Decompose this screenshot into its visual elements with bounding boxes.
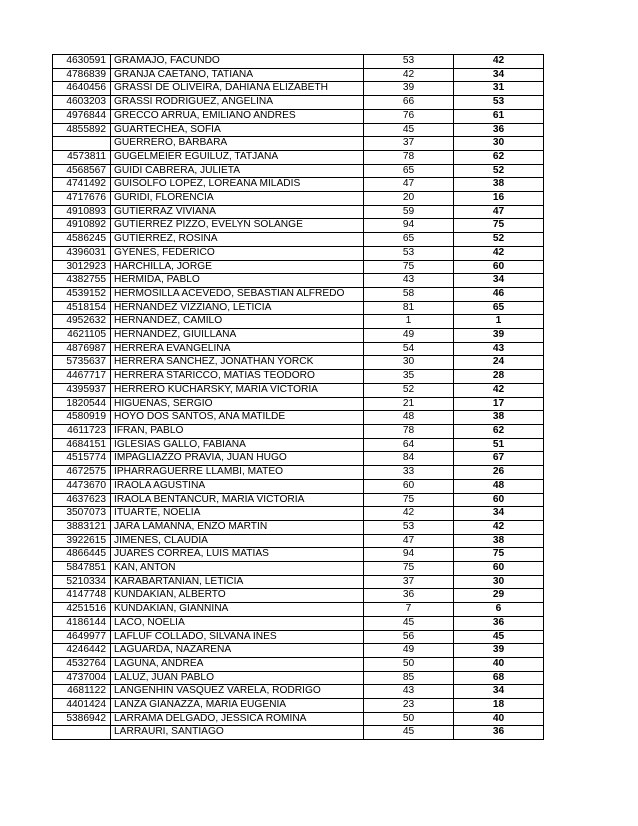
score-cell: 66 bbox=[364, 96, 454, 110]
name-cell: GUIDI CABRERA, JULIETA bbox=[111, 164, 364, 178]
table-row bbox=[53, 562, 544, 576]
table-row bbox=[53, 205, 544, 219]
score-cell: 76 bbox=[364, 109, 454, 123]
id-cell: 5386942 bbox=[53, 712, 111, 726]
score-cell: 54 bbox=[364, 342, 454, 356]
final-score-cell: 30 bbox=[454, 575, 544, 589]
score-cell: 36 bbox=[364, 589, 454, 603]
id-cell: 4473670 bbox=[53, 479, 111, 493]
score-cell: 65 bbox=[364, 233, 454, 247]
name-cell: KUNDAKIAN, ALBERTO bbox=[111, 589, 364, 603]
score-cell: 59 bbox=[364, 205, 454, 219]
score-cell: 78 bbox=[364, 150, 454, 164]
final-score-cell: 42 bbox=[454, 55, 544, 69]
score-cell: 21 bbox=[364, 397, 454, 411]
name-cell: GUARTECHEA, SOFÍA bbox=[111, 123, 364, 137]
score-cell: 53 bbox=[364, 520, 454, 534]
table-row bbox=[53, 630, 544, 644]
id-cell: 4518154 bbox=[53, 301, 111, 315]
final-score-cell: 28 bbox=[454, 370, 544, 384]
final-score-cell: 51 bbox=[454, 438, 544, 452]
table-row bbox=[53, 329, 544, 343]
id-cell: 4246442 bbox=[53, 644, 111, 658]
id-cell: 4876987 bbox=[53, 342, 111, 356]
final-score-cell: 40 bbox=[454, 657, 544, 671]
id-cell: 3922615 bbox=[53, 534, 111, 548]
id-cell: 3883121 bbox=[53, 520, 111, 534]
name-cell: HERRERA STARICCO, MATIAS TEODORO bbox=[111, 370, 364, 384]
table-row bbox=[53, 383, 544, 397]
score-cell: 1 bbox=[364, 315, 454, 329]
final-score-cell: 46 bbox=[454, 287, 544, 301]
table-row bbox=[53, 616, 544, 630]
name-cell: JIMENES, CLAUDIA bbox=[111, 534, 364, 548]
final-score-cell: 30 bbox=[454, 137, 544, 151]
id-cell: 4649977 bbox=[53, 630, 111, 644]
id-cell: 4684151 bbox=[53, 438, 111, 452]
final-score-cell: 61 bbox=[454, 109, 544, 123]
id-cell: 4621105 bbox=[53, 329, 111, 343]
id-cell: 4467717 bbox=[53, 370, 111, 384]
name-cell: KUNDAKIAN, GIANNINA bbox=[111, 603, 364, 617]
table-row bbox=[53, 55, 544, 69]
id-cell: 4630591 bbox=[53, 55, 111, 69]
score-cell: 45 bbox=[364, 726, 454, 740]
score-cell: 94 bbox=[364, 219, 454, 233]
final-score-cell: 29 bbox=[454, 589, 544, 603]
table-row bbox=[53, 82, 544, 96]
name-cell: GRANJA CAETANO, TATIANA bbox=[111, 68, 364, 82]
id-cell: 4539152 bbox=[53, 287, 111, 301]
table-row bbox=[53, 575, 544, 589]
final-score-cell: 26 bbox=[454, 466, 544, 480]
final-score-cell: 53 bbox=[454, 96, 544, 110]
final-score-cell: 36 bbox=[454, 123, 544, 137]
name-cell: ITUARTE, NOELIA bbox=[111, 507, 364, 521]
table-row bbox=[53, 342, 544, 356]
final-score-cell: 36 bbox=[454, 726, 544, 740]
score-cell: 47 bbox=[364, 534, 454, 548]
score-cell: 37 bbox=[364, 137, 454, 151]
name-cell: LAGUNA, ANDREA bbox=[111, 657, 364, 671]
score-cell: 81 bbox=[364, 301, 454, 315]
name-cell: IFRAN, PABLO bbox=[111, 424, 364, 438]
name-cell: KARABARTANIAN, LETICIA bbox=[111, 575, 364, 589]
name-cell: LAFLUF COLLADO, SILVANA INES bbox=[111, 630, 364, 644]
table-row bbox=[53, 424, 544, 438]
name-cell: HERRERO KUCHARSKY, MARIA VICTORIA bbox=[111, 383, 364, 397]
final-score-cell: 75 bbox=[454, 219, 544, 233]
final-score-cell: 48 bbox=[454, 479, 544, 493]
name-cell: GUTIÉRREZ, ROSINA bbox=[111, 233, 364, 247]
table-row bbox=[53, 644, 544, 658]
score-cell: 50 bbox=[364, 712, 454, 726]
name-cell: HERNANDEZ VIZZIANO, LETICIA bbox=[111, 301, 364, 315]
table-row bbox=[53, 150, 544, 164]
final-score-cell: 60 bbox=[454, 562, 544, 576]
table-row bbox=[53, 178, 544, 192]
id-cell: 4640456 bbox=[53, 82, 111, 96]
name-cell: HOYO DOS SANTOS, ANA MATILDE bbox=[111, 411, 364, 425]
id-cell: 4532764 bbox=[53, 657, 111, 671]
score-cell: 56 bbox=[364, 630, 454, 644]
score-cell: 50 bbox=[364, 657, 454, 671]
table-row bbox=[53, 466, 544, 480]
table-row bbox=[53, 137, 544, 151]
score-cell: 20 bbox=[364, 192, 454, 206]
score-cell: 47 bbox=[364, 178, 454, 192]
name-cell: GUISOLFO LOPEZ, LOREANA MILADIS bbox=[111, 178, 364, 192]
final-score-cell: 39 bbox=[454, 329, 544, 343]
score-cell: 65 bbox=[364, 164, 454, 178]
name-cell: HERMOSILLA ACEVEDO, SEBASTIAN ALFREDO bbox=[111, 287, 364, 301]
name-cell: HARCHILLA, JORGE bbox=[111, 260, 364, 274]
id-cell: 4251516 bbox=[53, 603, 111, 617]
table-row bbox=[53, 411, 544, 425]
final-score-cell: 47 bbox=[454, 205, 544, 219]
final-score-cell: 68 bbox=[454, 671, 544, 685]
score-cell: 42 bbox=[364, 507, 454, 521]
id-cell: 4786839 bbox=[53, 68, 111, 82]
score-cell: 37 bbox=[364, 575, 454, 589]
final-score-cell: 40 bbox=[454, 712, 544, 726]
id-cell: 4717676 bbox=[53, 192, 111, 206]
final-score-cell: 34 bbox=[454, 507, 544, 521]
name-cell: JARA LAMANNA, ENZO MARTIN bbox=[111, 520, 364, 534]
id-cell: 4976844 bbox=[53, 109, 111, 123]
id-cell: 4910892 bbox=[53, 219, 111, 233]
score-cell: 23 bbox=[364, 699, 454, 713]
table-row bbox=[53, 68, 544, 82]
table-row bbox=[53, 260, 544, 274]
table-row bbox=[53, 274, 544, 288]
id-cell bbox=[53, 726, 111, 740]
results-table-body bbox=[53, 55, 544, 740]
id-cell: 4147748 bbox=[53, 589, 111, 603]
table-row bbox=[53, 438, 544, 452]
id-cell: 4855892 bbox=[53, 123, 111, 137]
final-score-cell: 42 bbox=[454, 520, 544, 534]
table-row bbox=[53, 712, 544, 726]
final-score-cell: 24 bbox=[454, 356, 544, 370]
table-row bbox=[53, 123, 544, 137]
name-cell: JUARES CORREA, LUIS MATIAS bbox=[111, 548, 364, 562]
table-row bbox=[53, 520, 544, 534]
id-cell: 4382755 bbox=[53, 274, 111, 288]
id-cell: 4586245 bbox=[53, 233, 111, 247]
name-cell: HIGUENAS, SERGIO bbox=[111, 397, 364, 411]
table-row bbox=[53, 315, 544, 329]
id-cell: 1820544 bbox=[53, 397, 111, 411]
score-cell: 33 bbox=[364, 466, 454, 480]
final-score-cell: 38 bbox=[454, 534, 544, 548]
final-score-cell: 60 bbox=[454, 260, 544, 274]
name-cell: LAGUARDA, NAZARENA bbox=[111, 644, 364, 658]
score-cell: 35 bbox=[364, 370, 454, 384]
name-cell: HERNÁNDEZ, GIUILLANA bbox=[111, 329, 364, 343]
id-cell: 4573811 bbox=[53, 150, 111, 164]
table-row bbox=[53, 109, 544, 123]
final-score-cell: 52 bbox=[454, 164, 544, 178]
id-cell: 4637623 bbox=[53, 493, 111, 507]
final-score-cell: 65 bbox=[454, 301, 544, 315]
name-cell: HERRERA SANCHEZ, JONATHAN YORCK bbox=[111, 356, 364, 370]
name-cell: IRAOLA BENTANCUR, MARIA VICTORIA bbox=[111, 493, 364, 507]
name-cell: LANGENHIN VASQUEZ VARELA, RODRIGO bbox=[111, 685, 364, 699]
final-score-cell: 34 bbox=[454, 68, 544, 82]
name-cell: GRECCO ARRUA, EMILIANO ANDRES bbox=[111, 109, 364, 123]
table-row bbox=[53, 287, 544, 301]
name-cell: IPHARRAGUERRE LLAMBI, MATEO bbox=[111, 466, 364, 480]
name-cell: GUTIERRAZ VIVIANA bbox=[111, 205, 364, 219]
score-cell: 64 bbox=[364, 438, 454, 452]
final-score-cell: 39 bbox=[454, 644, 544, 658]
id-cell: 5210334 bbox=[53, 575, 111, 589]
id-cell: 4186144 bbox=[53, 616, 111, 630]
final-score-cell: 31 bbox=[454, 82, 544, 96]
name-cell: HERNÁNDEZ, CAMILO bbox=[111, 315, 364, 329]
name-cell: GRASSI DE OLIVEIRA, DAHIANA ELIZABETH bbox=[111, 82, 364, 96]
table-row bbox=[53, 370, 544, 384]
id-cell: 4611723 bbox=[53, 424, 111, 438]
id-cell bbox=[53, 137, 111, 151]
name-cell: LARRAURI, SANTIAGO bbox=[111, 726, 364, 740]
id-cell: 4515774 bbox=[53, 452, 111, 466]
table-row bbox=[53, 534, 544, 548]
table-row bbox=[53, 356, 544, 370]
final-score-cell: 34 bbox=[454, 274, 544, 288]
table-row bbox=[53, 301, 544, 315]
name-cell: IGLESIAS GALLO, FABIANA bbox=[111, 438, 364, 452]
final-score-cell: 16 bbox=[454, 192, 544, 206]
score-cell: 75 bbox=[364, 562, 454, 576]
table-row bbox=[53, 397, 544, 411]
id-cell: 4672575 bbox=[53, 466, 111, 480]
name-cell: GYENES, FEDERICO bbox=[111, 246, 364, 260]
score-cell: 39 bbox=[364, 82, 454, 96]
score-cell: 30 bbox=[364, 356, 454, 370]
score-cell: 45 bbox=[364, 616, 454, 630]
table-row bbox=[53, 452, 544, 466]
score-cell: 58 bbox=[364, 287, 454, 301]
table-row bbox=[53, 657, 544, 671]
table-row bbox=[53, 685, 544, 699]
id-cell: 3507073 bbox=[53, 507, 111, 521]
name-cell: IMPAGLIAZZO PRAVIA, JUAN HUGO bbox=[111, 452, 364, 466]
score-cell: 45 bbox=[364, 123, 454, 137]
id-cell: 4580919 bbox=[53, 411, 111, 425]
name-cell: LALUZ, JUAN PABLO bbox=[111, 671, 364, 685]
score-cell: 42 bbox=[364, 68, 454, 82]
final-score-cell: 62 bbox=[454, 150, 544, 164]
score-cell: 53 bbox=[364, 246, 454, 260]
final-score-cell: 62 bbox=[454, 424, 544, 438]
final-score-cell: 67 bbox=[454, 452, 544, 466]
score-cell: 52 bbox=[364, 383, 454, 397]
final-score-cell: 45 bbox=[454, 630, 544, 644]
id-cell: 4401424 bbox=[53, 699, 111, 713]
id-cell: 4866445 bbox=[53, 548, 111, 562]
results-table bbox=[52, 54, 544, 740]
table-row bbox=[53, 192, 544, 206]
name-cell: GRAMAJO, FACUNDO bbox=[111, 55, 364, 69]
score-cell: 75 bbox=[364, 493, 454, 507]
final-score-cell: 43 bbox=[454, 342, 544, 356]
id-cell: 4395937 bbox=[53, 383, 111, 397]
name-cell: GUGELMEIER EGUILUZ, TATJANA bbox=[111, 150, 364, 164]
score-cell: 49 bbox=[364, 644, 454, 658]
name-cell: HERRERA EVANGELINA bbox=[111, 342, 364, 356]
name-cell: LANZA GIANAZZA, MARIA EUGENIA bbox=[111, 699, 364, 713]
name-cell: LARRAMA DELGADO, JESSICA ROMINA bbox=[111, 712, 364, 726]
final-score-cell: 38 bbox=[454, 411, 544, 425]
id-cell: 4603203 bbox=[53, 96, 111, 110]
id-cell: 4952632 bbox=[53, 315, 111, 329]
name-cell: GURIDI, FLORENCIA bbox=[111, 192, 364, 206]
score-cell: 94 bbox=[364, 548, 454, 562]
table-row bbox=[53, 671, 544, 685]
id-cell: 4568567 bbox=[53, 164, 111, 178]
final-score-cell: 42 bbox=[454, 246, 544, 260]
id-cell: 5847851 bbox=[53, 562, 111, 576]
id-cell: 3012923 bbox=[53, 260, 111, 274]
final-score-cell: 36 bbox=[454, 616, 544, 630]
name-cell: IRAOLA AGUSTINA bbox=[111, 479, 364, 493]
id-cell: 4737004 bbox=[53, 671, 111, 685]
score-cell: 60 bbox=[364, 479, 454, 493]
name-cell: LACO, NOELIA bbox=[111, 616, 364, 630]
table-row bbox=[53, 233, 544, 247]
final-score-cell: 42 bbox=[454, 383, 544, 397]
final-score-cell: 60 bbox=[454, 493, 544, 507]
name-cell: GUERRERO, BÁRBARA bbox=[111, 137, 364, 151]
table-row bbox=[53, 246, 544, 260]
table-row bbox=[53, 589, 544, 603]
id-cell: 5735637 bbox=[53, 356, 111, 370]
table-row bbox=[53, 164, 544, 178]
score-cell: 85 bbox=[364, 671, 454, 685]
final-score-cell: 17 bbox=[454, 397, 544, 411]
final-score-cell: 52 bbox=[454, 233, 544, 247]
final-score-cell: 34 bbox=[454, 685, 544, 699]
id-cell: 4396031 bbox=[53, 246, 111, 260]
final-score-cell: 38 bbox=[454, 178, 544, 192]
final-score-cell: 75 bbox=[454, 548, 544, 562]
id-cell: 4741492 bbox=[53, 178, 111, 192]
name-cell: HERMIDA, PABLO bbox=[111, 274, 364, 288]
final-score-cell: 6 bbox=[454, 603, 544, 617]
table-row bbox=[53, 726, 544, 740]
table-row bbox=[53, 479, 544, 493]
final-score-cell: 18 bbox=[454, 699, 544, 713]
final-score-cell: 1 bbox=[454, 315, 544, 329]
table-row bbox=[53, 548, 544, 562]
score-cell: 43 bbox=[364, 685, 454, 699]
score-cell: 49 bbox=[364, 329, 454, 343]
name-cell: GUTIERREZ PIZZO, EVELYN SOLANGE bbox=[111, 219, 364, 233]
table-row bbox=[53, 219, 544, 233]
table-row bbox=[53, 699, 544, 713]
score-cell: 43 bbox=[364, 274, 454, 288]
score-cell: 84 bbox=[364, 452, 454, 466]
name-cell: KAN, ANTON bbox=[111, 562, 364, 576]
score-cell: 53 bbox=[364, 55, 454, 69]
score-cell: 75 bbox=[364, 260, 454, 274]
name-cell: GRASSI RODRIGUEZ, ANGELINA bbox=[111, 96, 364, 110]
score-cell: 78 bbox=[364, 424, 454, 438]
table-row bbox=[53, 603, 544, 617]
table-row bbox=[53, 507, 544, 521]
table-row bbox=[53, 96, 544, 110]
table-row bbox=[53, 493, 544, 507]
score-cell: 48 bbox=[364, 411, 454, 425]
document-page bbox=[52, 54, 544, 740]
id-cell: 4910893 bbox=[53, 205, 111, 219]
score-cell: 7 bbox=[364, 603, 454, 617]
id-cell: 4681122 bbox=[53, 685, 111, 699]
